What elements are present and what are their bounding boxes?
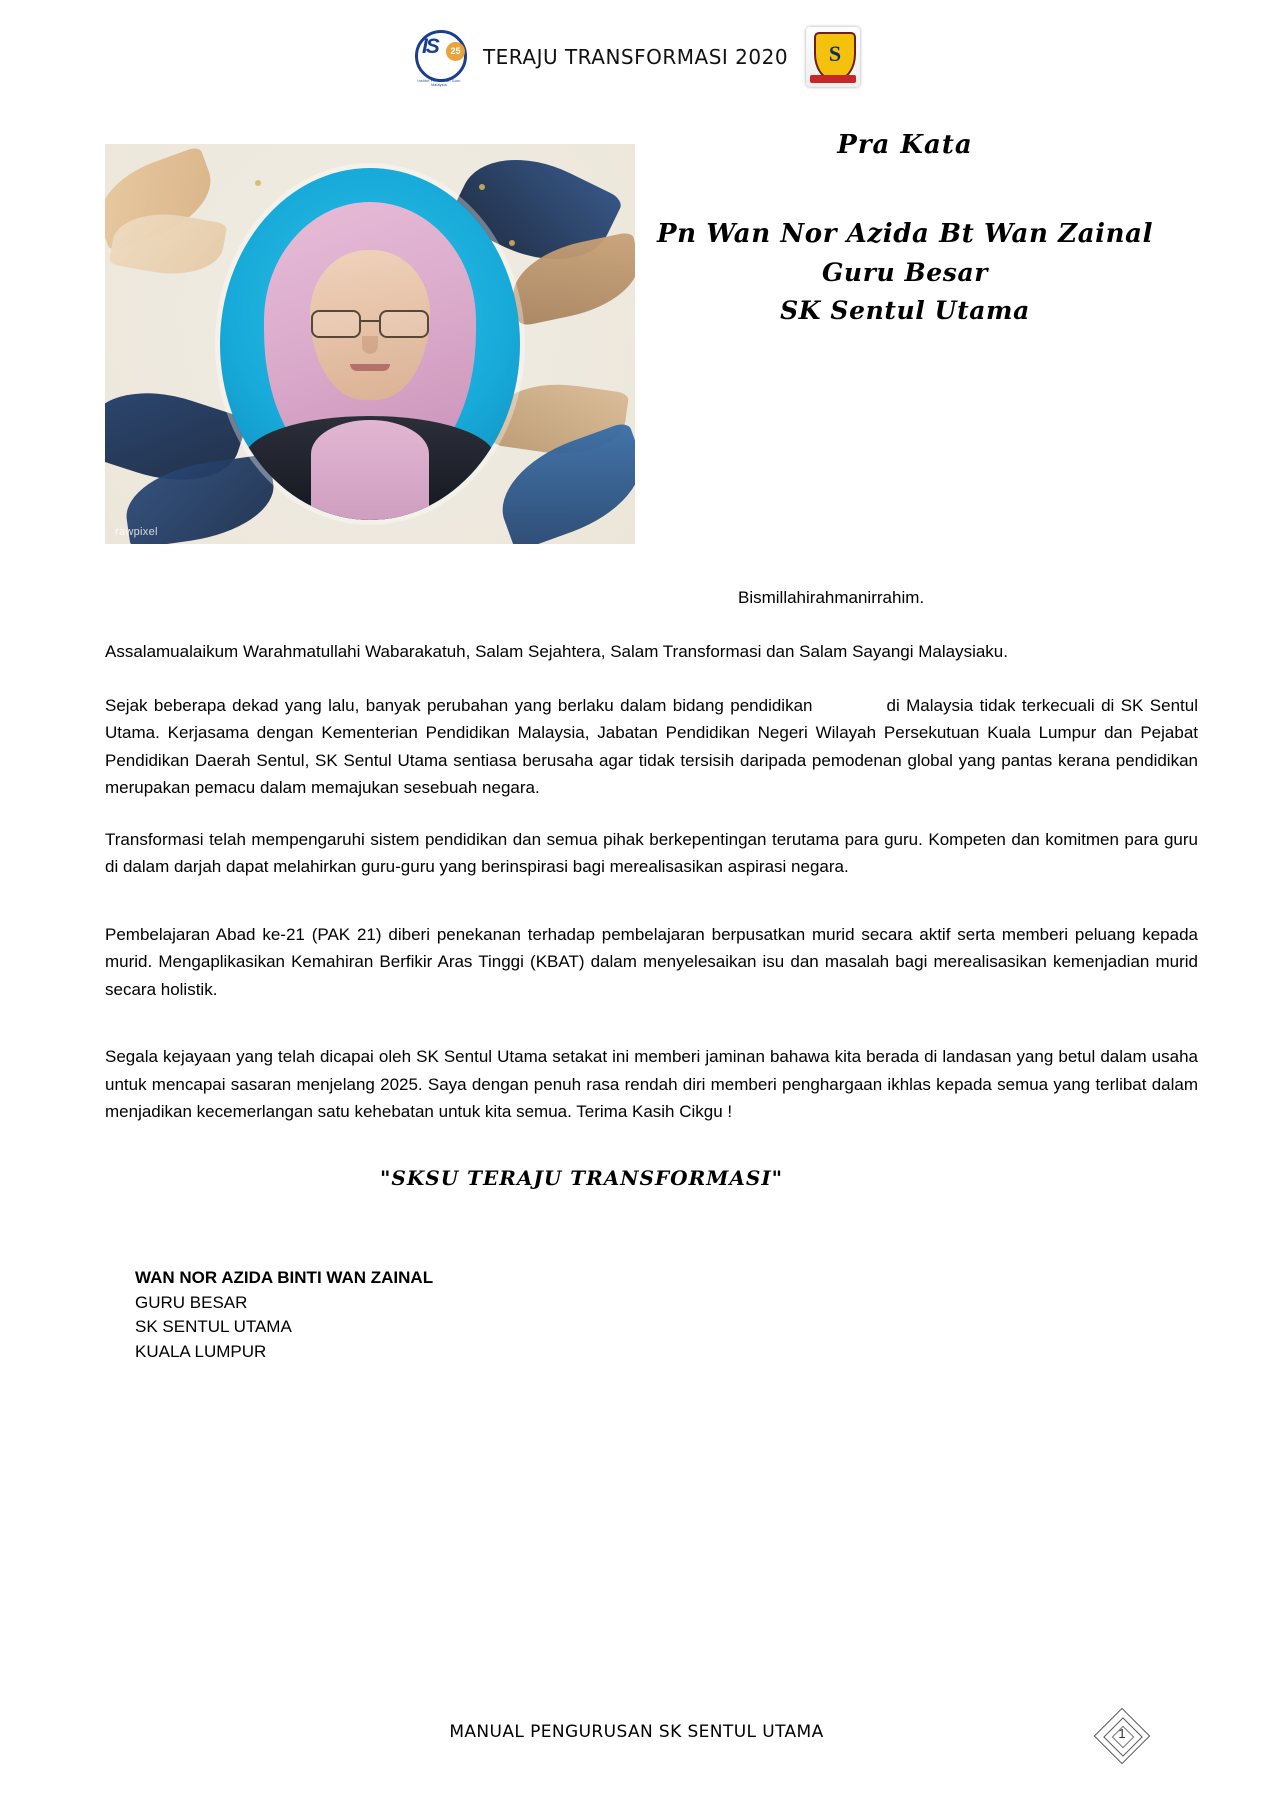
nose-shape [362, 336, 378, 354]
headmistress-school: SK Sentul Utama [780, 295, 1030, 325]
signature-block [135, 1266, 1198, 1365]
ipg-logo-icon [413, 28, 465, 86]
bismillah-line: Bismillahirahmanirrahim. [738, 588, 925, 607]
logo-anniversary-badge: 25 [446, 42, 465, 61]
crest-shield [814, 32, 856, 80]
headmistress-name: Pn Wan Nor Azida Bt Wan Zainal [656, 219, 1154, 249]
hero-section [0, 122, 1273, 542]
header-title: TERAJU TRANSFORMASI 2020 [482, 45, 789, 69]
sparkle-icon [255, 180, 261, 186]
signature-name: WAN NOR AZIDA BINTI WAN ZAINAL [135, 1267, 434, 1287]
glasses-icon [311, 310, 429, 336]
paragraph-1-part-b: di Malaysia tidak terkecuali di SK Sentul Utama. Kerjasama dengan Kementerian Pendidikan Malaysia, Jabatan Pendidikan Negeri Wilayah Persekutuan Kuala Lumpur dan Pejabat Pendidikan Daerah Sentul, SK Sentul Utama sentiasa berusaha agar tidak tersisih daripada pemodenan global yang pantas kerana pendidikan merupakan pemacu dalam memajukan sesebuah negara. [105, 695, 1199, 798]
headmistress-photo [105, 144, 635, 544]
photo-watermark: rawpixel [115, 526, 158, 538]
page-number: 1 [1118, 1726, 1126, 1741]
slogan-text: "SKSU TERAJU TRANSFORMASI" [380, 1165, 784, 1190]
sparkle-icon [509, 240, 515, 246]
signature-city: KUALA LUMPUR [135, 1341, 267, 1361]
paragraph-2: Transformasi telah mempengaruhi sistem pendidikan dan semua pihak berkepentingan terutama para guru. Kompeten dan komitmen para guru di dalam darjah dapat melahirkan guru-guru yang berinspirasi bagi merealisasikan aspirasi negara. [105, 829, 1198, 877]
glasses-left-lens [311, 310, 361, 338]
school-crest-icon [806, 27, 860, 87]
portrait-oval [220, 168, 520, 520]
glasses-bridge [359, 320, 381, 322]
document-body [105, 638, 1198, 1364]
paragraph-1-part-a: Sejak beberapa dekad yang lalu, banyak perubahan yang berlaku dalam bidang pendidikan [105, 695, 813, 715]
paragraph-1 [105, 692, 1198, 802]
logo-initials: IS [421, 35, 438, 58]
page-number-badge [1090, 1708, 1168, 1762]
sparkle-icon [479, 184, 485, 190]
page-header [0, 0, 1273, 92]
signature-title: GURU BESAR [135, 1292, 248, 1312]
hero-text-block [640, 130, 1170, 329]
mouth-shape [350, 364, 390, 371]
pra-kata-title: Pra Kata [837, 130, 973, 160]
logo-caption: Institut Pendidikan Guru Malaysia [417, 79, 461, 87]
scarf-shape [311, 420, 429, 520]
salutation-paragraph: Assalamualaikum Warahmatullahi Wabarakatuh, Salam Sejahtera, Salam Transformasi dan Salam Sayangi Malaysiaku. [105, 642, 1008, 661]
paragraph-4: Segala kejayaan yang telah dicapai oleh SK Sentul Utama setakat ini memberi jaminan bahawa kita berada di landasan yang betul dalam usaha untuk mencapai sasaran menjelang 2025. Saya dengan penuh rasa rendah diri memberi penghargaan ikhlas kepada semua yang terlibat dalam menjadikan kecemerlangan satu kehebatan untuk kita semua. Terima Kasih Cikgu ! [105, 1047, 1198, 1122]
glasses-right-lens [379, 310, 429, 338]
footer-title: MANUAL PENGURUSAN SK SENTUL UTAMA [449, 1722, 824, 1742]
crest-ribbon [810, 75, 856, 83]
headmistress-role: Guru Besar [821, 258, 989, 288]
signature-school: SK SENTUL UTAMA [135, 1317, 292, 1337]
paragraph-3: Pembelajaran Abad ke-21 (PAK 21) diberi penekanan terhadap pembelajaran berpusatkan murid secara aktif serta memberi peluang kepada murid. Mengaplikasikan Kemahiran Berfikir Aras Tinggi (KBAT) dalam menyelesaikan isu dan masalah bagi merealisasikan kemenjadian murid secara holistik. [105, 924, 1198, 999]
page-footer [0, 1714, 1273, 1764]
